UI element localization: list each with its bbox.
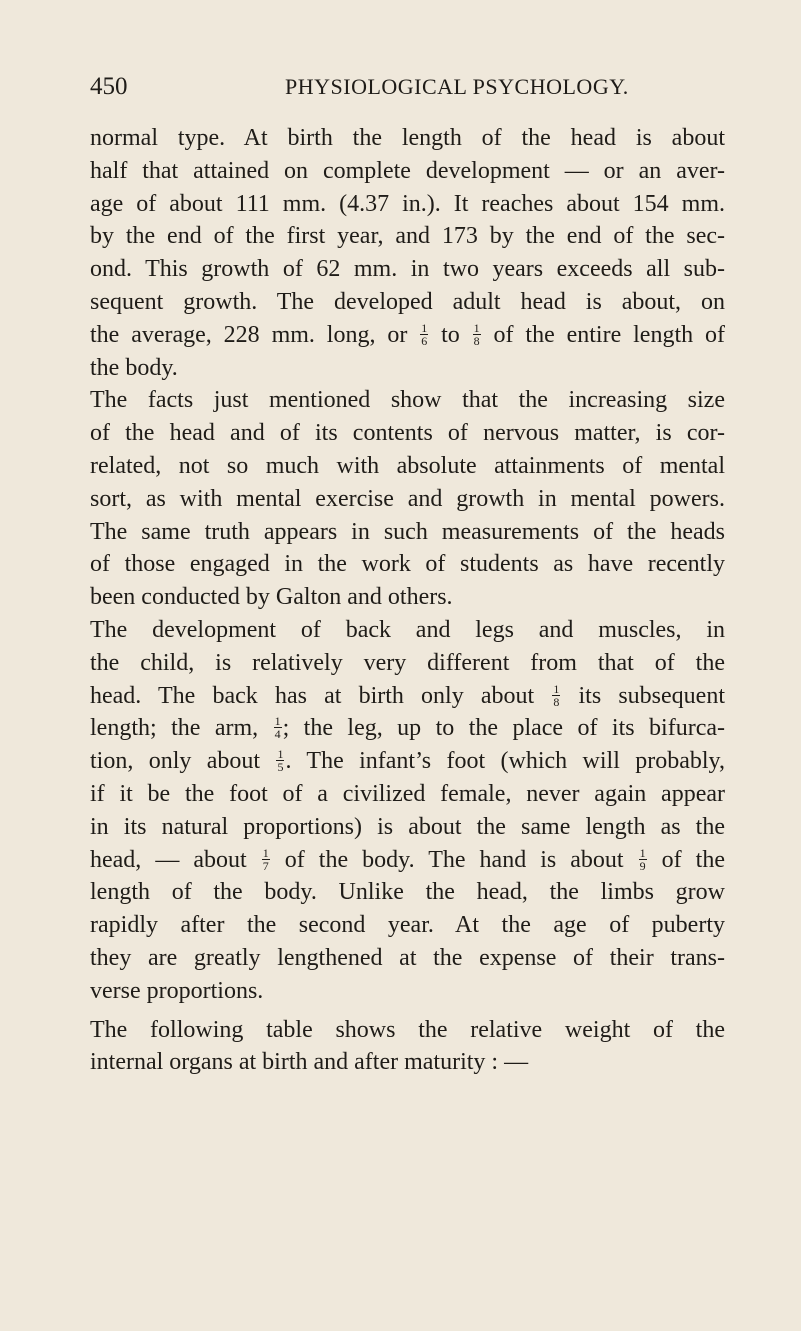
text-segment: tion, only about — [90, 748, 276, 775]
fraction-denominator: 4 — [274, 727, 281, 742]
fraction-denominator: 9 — [639, 858, 646, 873]
text-line: ond. This growth of 62 mm. in two years exceeds all sub- — [90, 256, 725, 283]
text-line: length of the body. Unlike the head, the limbs grow — [90, 879, 725, 906]
fraction-numerator: 1 — [421, 320, 428, 335]
text-segment: . The infant’s foot (which will probably, — [285, 748, 726, 775]
paragraph-2 — [90, 384, 725, 614]
text-line — [90, 680, 725, 713]
fraction-denominator: 5 — [277, 760, 284, 775]
text-line: they are greatly lengthened at the expense of their trans- — [90, 944, 725, 971]
fraction-numerator: 1 — [262, 845, 269, 860]
text-line: been conducted by Galton and others. — [90, 584, 453, 611]
text-line: The same truth appears in such measurements of the heads — [90, 518, 725, 545]
text-segment: of the body. The hand is about — [270, 846, 638, 873]
text-line: sequent growth. The developed adult head is about, on — [90, 288, 725, 315]
fraction-denominator: 7 — [262, 858, 269, 873]
fraction-one-ninth — [639, 847, 647, 872]
text-segment: ; the leg, up to the place of its bifurca- — [282, 715, 725, 742]
text-line: of the head and of its contents of nervous matter, is cor- — [90, 420, 725, 447]
fraction-one-sixth — [420, 322, 428, 347]
text-segment: head, — about — [90, 846, 261, 873]
text-line: half that attained on complete development — or an aver- — [90, 157, 725, 184]
fraction-denominator: 6 — [421, 333, 428, 348]
fraction-numerator: 1 — [277, 747, 284, 762]
paragraph-4 — [90, 1014, 725, 1080]
text-segment: length; the arm, — [90, 715, 273, 742]
fraction-numerator: 1 — [274, 714, 281, 729]
text-line: The facts just mentioned show that the increasing size — [90, 387, 725, 414]
fraction-denominator: 8 — [473, 333, 480, 348]
text-line: sort, as with mental exercise and growth in mental powers. — [90, 485, 725, 512]
fraction-denominator: 8 — [553, 694, 560, 709]
text-segment: to — [429, 321, 472, 348]
body-text — [90, 122, 725, 1079]
text-line — [90, 712, 725, 745]
text-line: rapidly after the second year. At the age of puberty — [90, 912, 725, 939]
text-line: The following table shows the relative weight of the — [90, 1016, 725, 1043]
text-segment: its subsequent — [561, 682, 725, 709]
text-line: verse proportions. — [90, 977, 264, 1004]
fraction-one-fifth — [276, 748, 284, 773]
text-line — [90, 844, 725, 877]
text-line — [90, 745, 725, 778]
text-line: of those engaged in the work of students as have recently — [90, 551, 725, 578]
fraction-one-quarter — [274, 715, 282, 740]
text-segment: of the — [647, 846, 726, 873]
fraction-numerator: 1 — [553, 681, 560, 696]
text-segment: head. The back has at birth only about — [90, 682, 552, 709]
page-header — [90, 72, 730, 102]
text-line: related, not so much with absolute attainments of mental — [90, 452, 725, 479]
paragraph-3 — [90, 614, 725, 1008]
fraction-one-eighth — [473, 322, 481, 347]
fraction-one-seventh — [262, 847, 270, 872]
text-line: age of about 111 mm. (4.37 in.). It reaches about 154 mm. — [90, 190, 725, 217]
text-line: normal type. At birth the length of the head is about — [90, 125, 725, 151]
text-line: if it be the foot of a civilized female, never again appear — [90, 780, 725, 807]
text-line: the body. — [90, 354, 178, 381]
page-number: 450 — [90, 73, 128, 100]
text-line: internal organs at birth and after maturity : — — [90, 1049, 529, 1076]
fraction-one-half — [552, 683, 560, 708]
text-segment: the average, 228 mm. long, or — [90, 321, 420, 348]
text-segment: of the entire length of — [481, 321, 725, 348]
running-head: PHYSIOLOGICAL PSYCHOLOGY. — [285, 74, 629, 99]
fraction-numerator: 1 — [639, 845, 646, 860]
paragraph-1 — [90, 122, 725, 384]
text-line: in its natural proportions) is about the same length as the — [90, 813, 725, 840]
text-line — [90, 319, 725, 352]
text-line: the child, is relatively very different from that of the — [90, 649, 725, 676]
text-line: by the end of the first year, and 173 by the end of the sec- — [90, 223, 725, 250]
fraction-numerator: 1 — [473, 320, 480, 335]
text-line: The development of back and legs and muscles, in — [90, 616, 725, 643]
